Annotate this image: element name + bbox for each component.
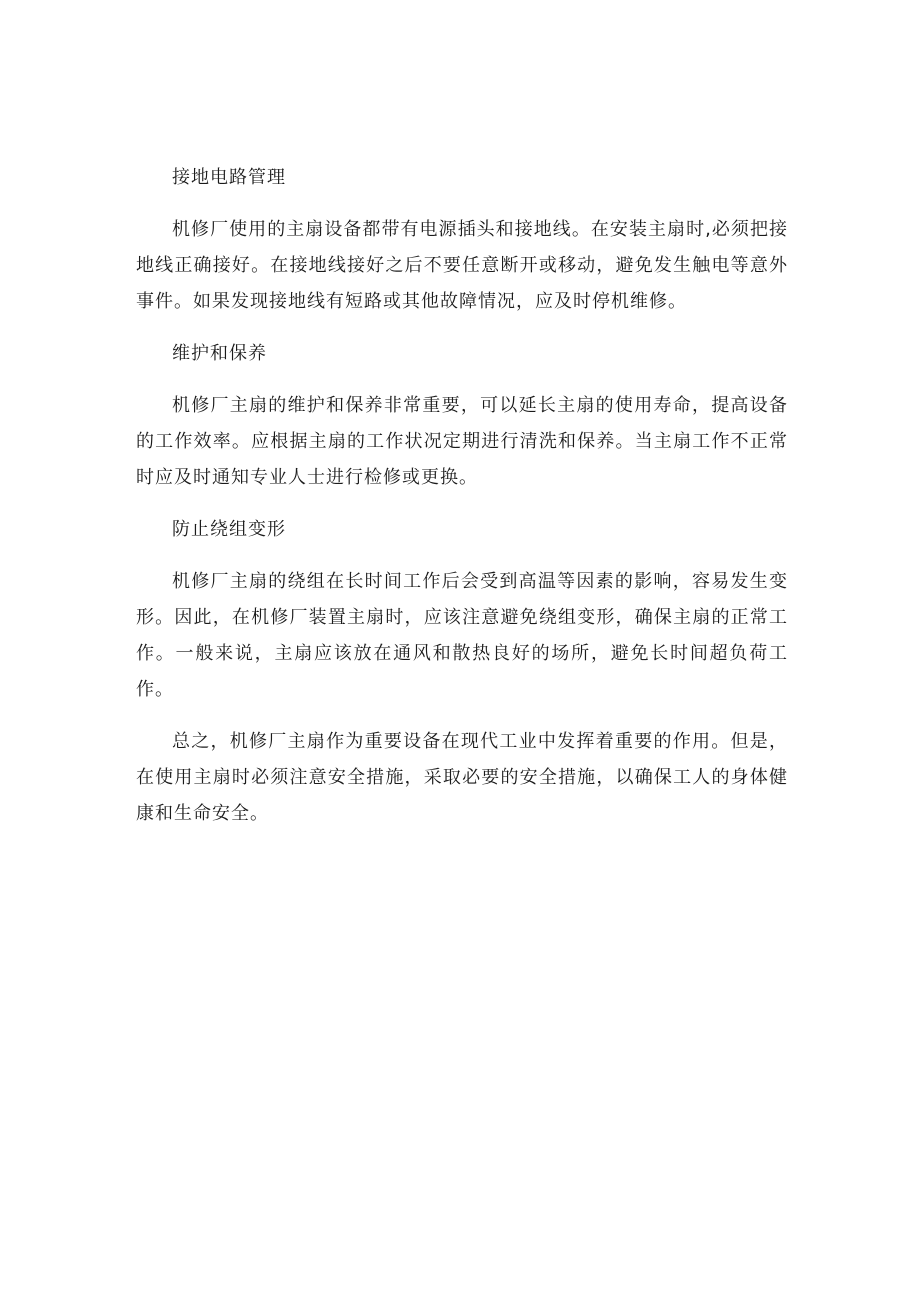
document-body <box>136 160 788 848</box>
section-heading-maintenance: 维护和保养 <box>172 343 267 364</box>
section-paragraph-grounding: 机修厂使用的主扇设备都带有电源插头和接地线。在安装主扇时,必须把接地线正确接好。在接地线接好之后不要任意断开或移动，避免发生触电等意外事件。如果发现接地线有短路或其他故障情况，应及时停机维修。 <box>136 219 788 312</box>
conclusion-paragraph: 总之，机修厂主扇作为重要设备在现代工业中发挥着重要的作用。但是，在使用主扇时必须注意安全措施，采取必要的安全措施，以确保工人的身体健康和生命安全。 <box>136 731 788 824</box>
section-paragraph-winding: 机修厂主扇的绕组在长时间工作后会受到高温等因素的影响，容易发生变形。因此，在机修厂装置主扇时，应该注意避免绕组变形，确保主扇的正常工作。一般来说，主扇应该放在通风和散热良好的场所，避免长时间超负荷工作。 <box>136 571 788 700</box>
section-paragraph-maintenance: 机修厂主扇的维护和保养非常重要，可以延长主扇的使用寿命，提高设备的工作效率。应根据主扇的工作状况定期进行清洗和保养。当主扇工作不正常时应及时通知专业人士进行检修或更换。 <box>136 395 788 488</box>
section-heading-winding: 防止绕组变形 <box>172 519 286 540</box>
section-heading-grounding: 接地电路管理 <box>172 167 286 188</box>
